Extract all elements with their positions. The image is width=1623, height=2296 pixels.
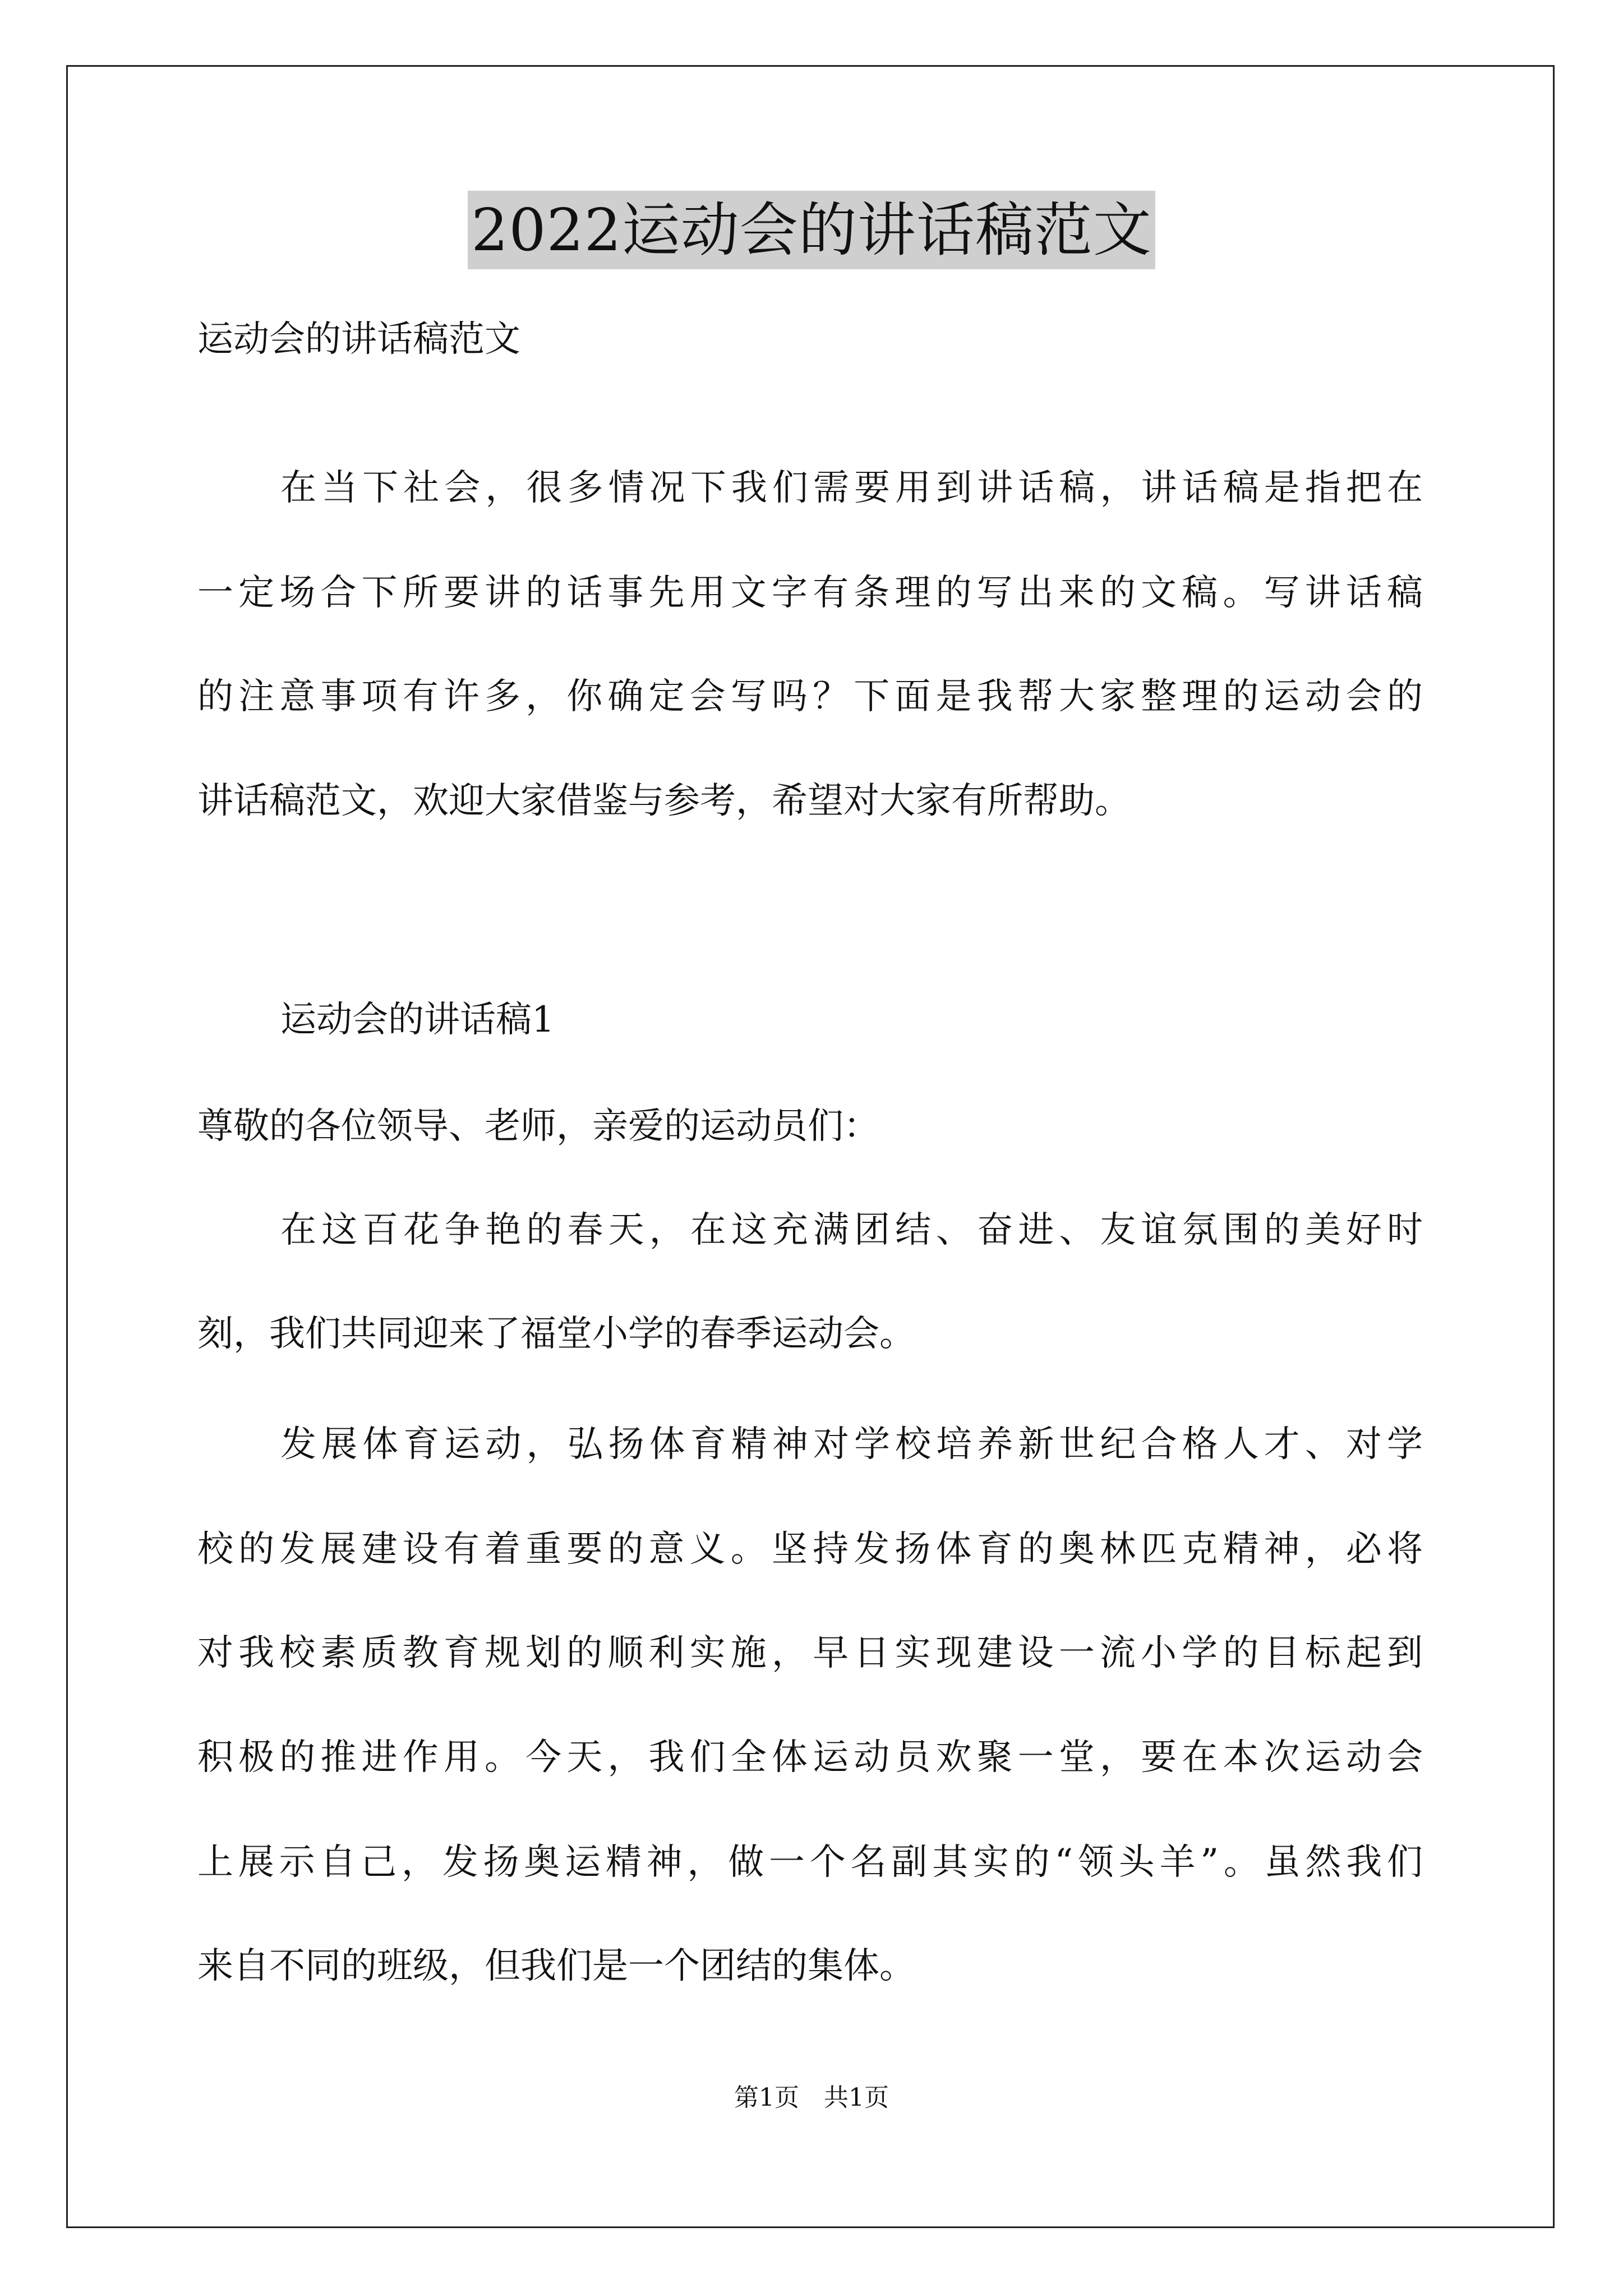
para2-line-2: 校的发展建设有着重要的意义。坚持发扬体育的奥林匹克精神，必将 [197,1529,1423,1570]
para2-line-4: 积极的推进作用。今天，我们全体运动员欢聚一堂，要在本次运动会 [197,1737,1423,1778]
page-footer: 第1页 共1页 [734,2083,889,2112]
intro-line-3: 的注意事项有许多，你确定会写吗？下面是我帮大家整理的运动会的 [197,676,1423,717]
intro-line-1: 在当下社会，很多情况下我们需要用到讲话稿，讲话稿是指把在 [280,467,1423,509]
para2-line-5: 上展示自己，发扬奥运精神，做一个名副其实的“领头羊”。虽然我们 [197,1842,1423,1883]
para2-line-3: 对我校素质教育规划的顺利实施，早日实现建设一流小学的目标起到 [197,1632,1423,1674]
para2-line-1: 发展体育运动，弘扬体育精神对学校培养新世纪合格人才、对学 [280,1424,1423,1465]
para1-line-2: 刻，我们共同迎来了福堂小学的春季运动会。 [197,1313,915,1355]
intro-line-2: 一定场合下所要讲的话事先用文字有条理的写出来的文稿。写讲话稿 [197,572,1423,614]
salutation: 尊敬的各位领导、老师，亲爱的运动员们： [197,1106,879,1147]
title-container [0,191,1623,269]
document-title: 2022运动会的讲话稿范文 [468,191,1155,269]
document-subtitle: 运动会的讲话稿范文 [197,319,520,360]
para1-line-1: 在这百花争艳的春天，在这充满团结、奋进、友谊氛围的美好时 [280,1209,1423,1251]
para2-line-6: 来自不同的班级，但我们是一个团结的集体。 [197,1945,915,1987]
intro-line-4: 讲话稿范文，欢迎大家借鉴与参考，希望对大家有所帮助。 [197,780,1131,822]
section-heading: 运动会的讲话稿1 [280,999,555,1041]
